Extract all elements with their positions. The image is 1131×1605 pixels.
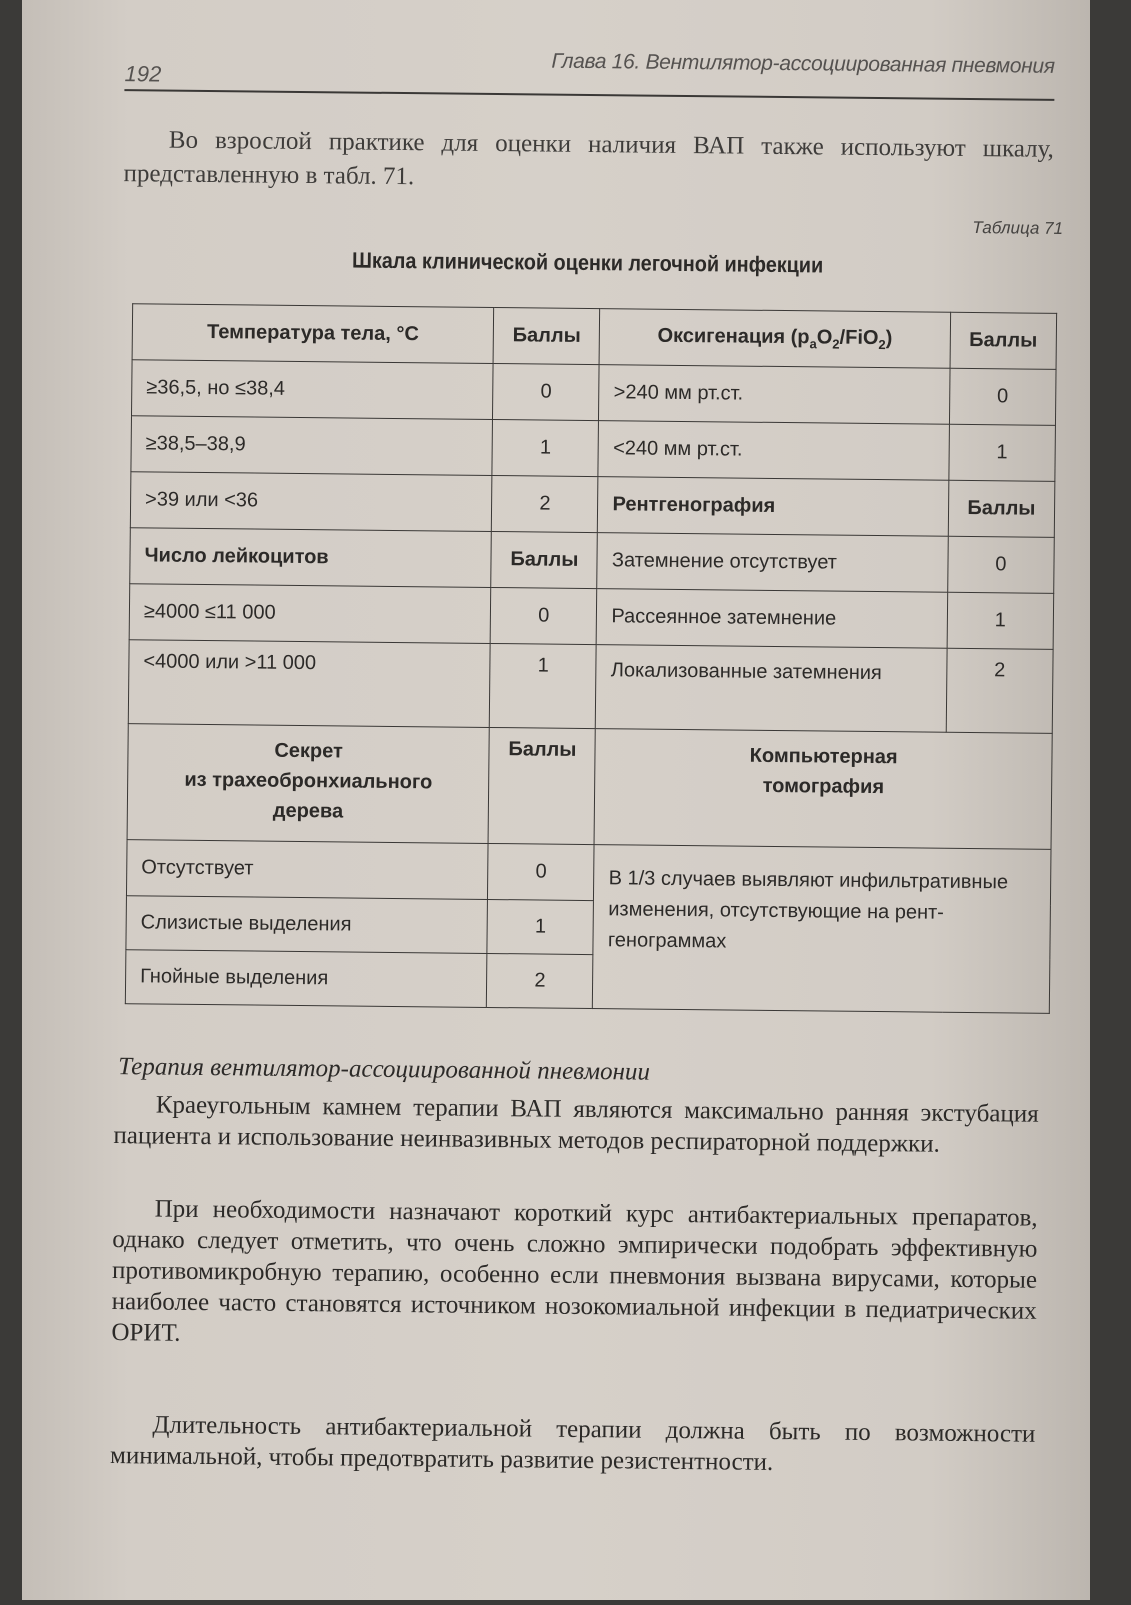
leukocytes-points: 0 xyxy=(490,587,597,644)
radiography-points-header: Баллы xyxy=(948,480,1055,537)
leukocytes-criterion: <4000 или >11 000 xyxy=(128,640,490,728)
radiography-header: Рентгенография xyxy=(598,477,949,537)
secretion-points: 2 xyxy=(487,953,594,1008)
chapter-title: Глава 16. Вентилятор-ассоциированная пневмония xyxy=(551,49,1055,78)
section-heading: Терапия вентилятор-ассоциированной пневмонии xyxy=(118,1053,651,1086)
radiography-criterion: Затемнение отсутствует xyxy=(597,533,948,593)
oxygenation-criterion: >240 мм рт.ст. xyxy=(599,365,950,425)
leukocytes-header: Число лейкоцитов xyxy=(130,528,492,588)
radiography-points: 2 xyxy=(946,648,1053,733)
oxygenation-points: 1 xyxy=(949,424,1056,481)
table-row xyxy=(131,416,1056,482)
table-row xyxy=(128,640,1053,734)
leukocytes-points-header: Баллы xyxy=(491,531,598,588)
ct-note: В 1/3 случаев выявляют инфильтративные изменения, отсутствующие на рентгенограммах xyxy=(593,845,1051,1014)
table-row xyxy=(131,360,1056,426)
body-paragraph: Краеугольным камнем терапии ВАП являются максимально ранняя экстубация пациента и использование неинвазивных методов респираторной поддержки. xyxy=(113,1091,1039,1158)
oxygenation-points: 0 xyxy=(949,368,1056,425)
temperature-criterion: ≥38,5–38,9 xyxy=(131,416,493,476)
ct-header: Компьютерная томография xyxy=(594,729,1052,850)
table-row xyxy=(129,584,1054,650)
table-label: Таблица 71 xyxy=(972,218,1064,238)
secretion-points: 1 xyxy=(487,899,594,954)
leukocytes-criterion: ≥4000 ≤11 000 xyxy=(129,584,491,644)
table-title: Шкала клинической оценки легочной инфекции xyxy=(351,247,824,278)
radiography-criterion: Рассеянное затемнение xyxy=(597,589,948,649)
table-row xyxy=(126,840,1051,906)
secretion-criterion: Слизистые выделения xyxy=(126,896,488,954)
secretion-criterion: Отсутствует xyxy=(126,840,488,900)
radiography-criterion: Локализованные затемнения xyxy=(596,645,947,733)
book-page xyxy=(22,0,1090,1600)
running-header xyxy=(124,39,1054,101)
table-row xyxy=(127,724,1052,850)
oxygenation-points-header: Баллы xyxy=(950,312,1057,369)
table-row xyxy=(130,528,1055,594)
intro-paragraph: Во взрослой практике для оценки наличия ВАП также используют шкалу, представленную в табл. 71. xyxy=(123,126,1054,191)
temperature-points: 0 xyxy=(493,363,600,420)
oxygenation-criterion: <240 мм рт.ст. xyxy=(598,421,949,481)
temperature-criterion: >39 или <36 xyxy=(130,472,492,532)
temperature-criterion: ≥36,5, но ≤38,4 xyxy=(131,360,493,420)
secretion-header: Секрет из трахеобронхиального дерева xyxy=(127,724,489,844)
temperature-points-header: Баллы xyxy=(493,307,600,364)
oxygenation-header: Оксигенация $(p_aO_2/FiO_2)$ xyxy=(600,309,951,369)
radiography-points: 0 xyxy=(947,536,1054,593)
page-content xyxy=(109,0,1066,1605)
secretion-points-header: Баллы xyxy=(488,727,595,844)
body-paragraph: Длительность антибактериальной терапии должна быть по возможности минимальной, чтобы предотвратить развитие резистентности. xyxy=(109,1411,1036,1476)
leukocytes-points: 1 xyxy=(490,643,597,728)
table-row xyxy=(132,304,1057,370)
clinical-score-table xyxy=(125,303,1057,1014)
temperature-header: Температура тела, °С xyxy=(132,304,494,364)
temperature-points: 2 xyxy=(492,475,599,532)
temperature-points: 1 xyxy=(492,419,599,476)
radiography-points: 1 xyxy=(947,592,1054,649)
secretion-criterion: Гнойные выделения xyxy=(125,950,487,1008)
body-paragraph: При необходимости назначают короткий курс антибактериальных препаратов, однако следует отметить, что очень сложно эмпирически подобрать эффективную противомикробную терапию, особенно если пневмония вызвана вирусами, которые наиболее часто становятся источником нозокомиальной инфекции в педиатрических ОРИТ. xyxy=(111,1195,1038,1347)
secretion-points: 0 xyxy=(488,843,595,900)
page-number: 192 xyxy=(124,61,162,87)
table-row xyxy=(130,472,1055,538)
